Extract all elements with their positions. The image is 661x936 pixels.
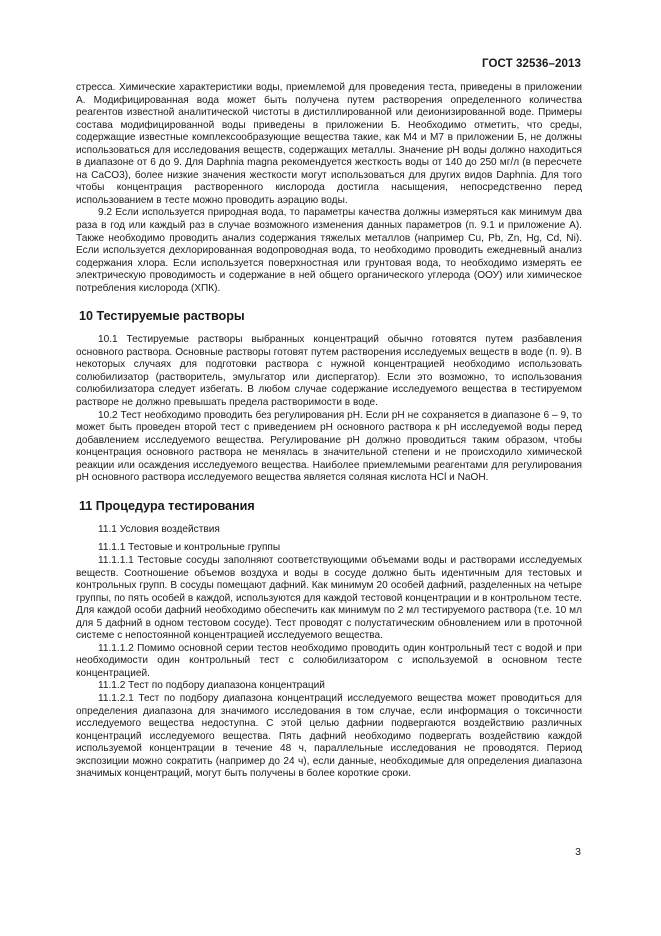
document-body [76,82,582,781]
paragraph-9-2: 9.2 Если используется природная вода, то параметры качества должны измеряться как минимум два раза в год или каждый раз в случае возможного изменения данных параметров (п. 9.1 и приложение А). Также необходимо проводить анализ содержания тяжелых металлов (например Cu, Pb, Zn, Hg, Cd, Ni). Если используется дехлорированная водопроводная вода, то необходимо проводить ежедневный анализ содержания хлора. Если используется поверхностная или грунтовая вода, то необходимо измерять ее электрическую проводимость и содержание в ней общего органического углерода (ООУ) или химическое потребления кислорода (ХПК). [76,207,582,294]
paragraph-11-1-2-1: 11.1.2.1 Тест по подбору диапазона концентраций исследуемого вещества может проводиться для определения диапазона для значимого исследования в том случае, если информация о токсичности исследуемого вещества недоступна. С этой целью дафнии подвергаются воздействию различных концентраций исследуемого вещества. Пять дафний необходимо подвергать воздействию каждой используемой концентрации в течение 48 ч, параллельные исследования не проводятся. Период экспозиции можно сократить (например до 24 ч), если данные, необходимые для определения диапазона значимых концентраций, могут быть получены в более короткие сроки. [76,692,582,780]
paragraph-11-1-1-1: 11.1.1.1 Тестовые сосуды заполняют соответствующими объемами воды и растворами исследуемых веществ. Соотношение объемов воздуха и воды в сосуде должно быть идентичным для тестовых и контрольных групп. В сосуды помещают дафний. Как минимум 20 особей дафний, разделенных на четыре группы, по пять особей в каждой, используются для каждой тестовой концентрации и в контрольном тесте. Для каждой особи дафний необходимо обеспечить как минимум по 2 мл тестируемого раствора (т.е. 10 мл для 5 дафний в одном тестовом сосуде). Тест проводят с полустатическим обновлением или в проточной системе с непостоянной концентрацией исследуемого вещества. [76,554,582,642]
standard-number: ГОСТ 32536–2013 [481,58,581,70]
paragraph-10-2: 10.2 Тест необходимо проводить без регулирования pH. Если pH не сохраняется в диапазоне 6 – 9, то может быть проведен второй тест с приведением pH основного раствора к pH исследуемой воды перед добавлением исследуемого вещества. Регулирование pH должно проводиться таким образом, чтобы концентрация основного раствора не менялась в значительной степени и не происходило химической реакции или осаждения исследуемого вещества. Наиболее приемлемыми реагентами для регулирования pH основного раствора исследуемого вещества является соляная кислота HCl и NaOH. [76,409,582,484]
paragraph-11-1: 11.1 Условия воздействия [98,523,220,535]
paragraph-continuation: стресса. Химические характеристики воды, приемлемой для проведения теста, приведены в приложении А. Модифицированная вода может быть получена путем растворения определенного количества реагентов известной аналитической чистоты в дистиллированной или деионизированной воде. Примеры состава модифицированной воды приведены в приложении Б. Необходимо отметить, что среды, содержащие известные комплексообразующие вещества такие, как М4 и М7 в приложении Б, не должны использоваться для исследования веществ, содержащих металлы. Значение pH воды должно находиться в диапазоне от 6 до 9. Для Daphnia magna рекомендуется жесткость воды от 140 до 250 мг/л (в пересчете на CaCO3), более низкие значения жесткости могут использоваться для других видов Daphnia. Для того чтобы концентрация растворенного кислорода достигла насыщения, непосредственно перед использованием в тесте можно проводить аэрацию воды. [76,82,582,206]
paragraph-11-1-1-2: 11.1.1.2 Помимо основной серии тестов необходимо проводить один контрольный тест с водой и при необходимости один контрольный тест с солюбилизатором с используемой в основном тесте концентрацией. [76,642,582,679]
section-heading-10: 10 Тестируемые растворы [79,309,245,324]
section-heading-11: 11 Процедура тестирования [79,498,255,513]
paragraph-11-1-1: 11.1.1 Тестовые и контрольные группы [98,542,281,554]
paragraph-11-1-2: 11.1.2 Тест по подбору диапазона концентраций [98,680,325,692]
page-number: 3 [575,846,581,858]
paragraph-10-1: 10.1 Тестируемые растворы выбранных концентраций обычно готовятся путем разбавления основного раствора. Основные растворы готовят путем растворения исследуемых веществ в воде (п. 9). В некоторых случаях для подготовки раствора с нужной концентрацией необходимо использовать солюбилизатор (растворитель, эмульгатор или диспергатор). Если это возможно, то использования солюбилизатора следует избегать. В любом случае содержание исследуемого вещества в тестируемом растворе не должно превышать предела растворимости в воде. [76,334,582,409]
